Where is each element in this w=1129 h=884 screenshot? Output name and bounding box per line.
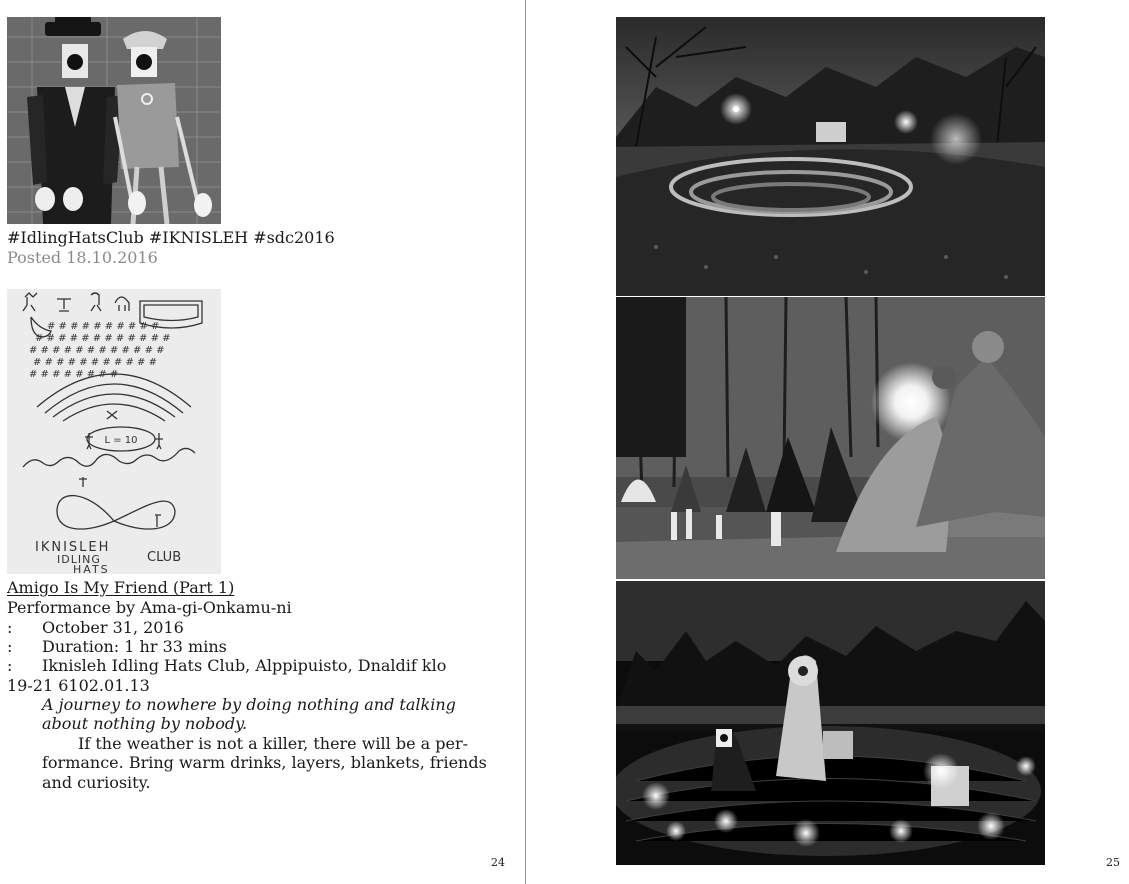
right-page bbox=[527, 0, 1129, 884]
svg-text:# # # # # # # # # # #: # # # # # # # # # # # bbox=[33, 357, 157, 368]
place-colon: : bbox=[7, 656, 13, 675]
photo-park-amphitheatre bbox=[616, 17, 1045, 296]
drawing-title-1: IKNISLEH bbox=[35, 540, 111, 555]
drawing-title-club: CLUB bbox=[147, 550, 182, 565]
page-number-left: 24 bbox=[491, 856, 505, 869]
drawing-title-2: IDLING bbox=[57, 553, 101, 566]
drawing-title-3: HATS bbox=[73, 563, 110, 574]
event-tagline-1: A journey to nowhere by doing nothing and talking bbox=[42, 695, 456, 714]
event-body-3: and curiosity. bbox=[42, 773, 151, 792]
event-body-1: If the weather is not a killer, there will be a per- bbox=[78, 734, 469, 753]
event-tagline-2: about nothing by nobody. bbox=[42, 714, 248, 733]
photo-idling-hats-figures bbox=[7, 17, 221, 224]
event-duration: Duration: 1 hr 33 mins bbox=[42, 637, 227, 656]
event-performer: Performance by Ama-gi-Onkamu-ni bbox=[7, 598, 292, 617]
svg-text:# # # # # # # #: # # # # # # # # bbox=[29, 369, 119, 380]
svg-text:# # # # # # # # # # #: # # # # # # # # # # # # bbox=[35, 333, 171, 344]
event-place-line-1: Iknisleh Idling Hats Club, Alppipuisto, Dnaldif klo bbox=[42, 656, 447, 675]
duration-colon: : bbox=[7, 637, 13, 656]
event-body-2: formance. Bring warm drinks, layers, blankets, friends bbox=[42, 753, 487, 772]
photo-audience-blankets bbox=[616, 297, 1045, 579]
book-spine bbox=[525, 0, 526, 884]
photo-performers-candles bbox=[616, 581, 1045, 865]
svg-text:# # # # # # # # # #: # # # # # # # # # # # # bbox=[29, 345, 165, 356]
drawing-center-text: L = 10 bbox=[104, 435, 138, 446]
svg-text:# # # # # # # # # #: # # # # # # # # # # bbox=[47, 321, 160, 332]
page-number-right: 25 bbox=[1106, 856, 1120, 869]
hand-drawn-sketch bbox=[7, 289, 221, 574]
post-hashtags: #IdlingHatsClub #IKNISLEH #sdc2016 bbox=[7, 228, 335, 247]
left-page bbox=[0, 0, 526, 884]
event-date: October 31, 2016 bbox=[42, 618, 184, 637]
event-title-link[interactable]: Amigo Is My Friend (Part 1) bbox=[7, 578, 235, 597]
post-date: Posted 18.10.2016 bbox=[7, 248, 158, 267]
date-colon: : bbox=[7, 618, 13, 637]
event-place-line-2: 19-21 6102.01.13 bbox=[7, 676, 150, 695]
